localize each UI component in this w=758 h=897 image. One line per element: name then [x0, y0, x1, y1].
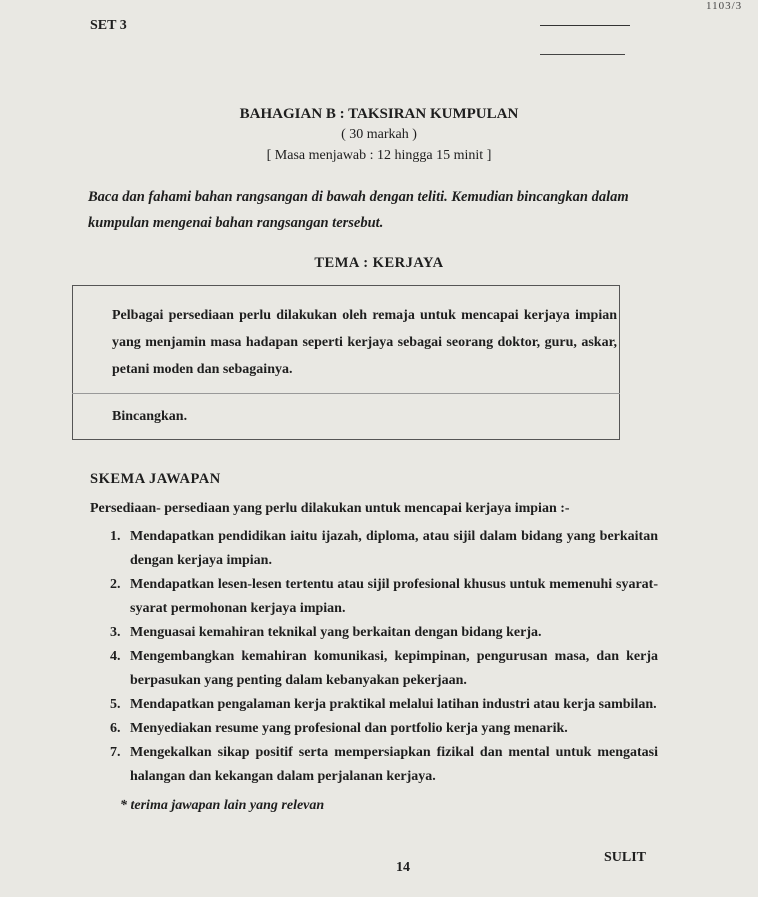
answer-number: 1.	[110, 529, 121, 544]
answer-item	[110, 525, 658, 573]
answer-scheme-heading: SKEMA JAWAPAN	[90, 471, 221, 487]
answer-text: Mengekalkan sikap positif serta mempersiapkan fizikal dan mental untuk mengatasi halangan dan kekangan dalam perjalanan kerjaya.	[130, 745, 658, 784]
answer-list	[110, 525, 658, 789]
header-rule	[540, 54, 625, 55]
header-rule	[540, 25, 630, 26]
answer-number: 7.	[110, 745, 121, 760]
answer-text: Menyediakan resume yang profesional dan portfolio kerja yang menarik.	[130, 721, 568, 736]
footnote: * terima jawapan lain yang relevan	[120, 798, 325, 813]
stimulus-divider	[72, 393, 620, 394]
answer-number: 3.	[110, 625, 121, 640]
answer-scheme-intro: Persediaan- persediaan yang perlu dilakukan untuk mencapai kerjaya impian :-	[90, 501, 570, 516]
answer-item	[110, 693, 658, 717]
section-marks: ( 30 markah )	[341, 127, 417, 142]
answer-text: Mendapatkan pengalaman kerja praktikal melalui latihan industri atau kerja sambilan.	[130, 697, 657, 712]
answer-item	[110, 741, 658, 789]
section-title: BAHAGIAN B : TAKSIRAN KUMPULAN	[239, 106, 519, 122]
answer-item	[110, 621, 658, 645]
answer-number: 5.	[110, 697, 121, 712]
paper-code: 1103/3	[706, 0, 743, 12]
answer-item	[110, 717, 658, 741]
answer-text: Mendapatkan lesen-lesen tertentu atau sijil profesional khusus untuk memenuhi syarat-syarat permohonan kerjaya impian.	[130, 577, 658, 616]
answer-text: Mengembangkan kemahiran komunikasi, kepimpinan, pengurusan masa, dan kerja berpasukan yang penting dalam kebanyakan pekerjaan.	[130, 649, 658, 688]
answer-number: 4.	[110, 649, 121, 664]
set-label: SET 3	[90, 18, 127, 33]
theme-heading: TEMA : KERJAYA	[314, 255, 444, 271]
answer-number: 6.	[110, 721, 121, 736]
answer-number: 2.	[110, 577, 121, 592]
classification-label: SULIT	[604, 850, 647, 865]
stimulus-text: Pelbagai persediaan perlu dilakukan oleh remaja untuk mencapai kerjaya impian yang menjamin masa hadapan seperti kerjaya sebagai seorang doktor, guru, askar, petani moden dan sebagainya.	[112, 308, 617, 377]
answer-duration: [ Masa menjawab : 12 hingga 15 minit ]	[266, 148, 492, 163]
stimulus-prompt: Bincangkan.	[112, 409, 188, 424]
answer-item	[110, 573, 658, 621]
page-number: 14	[396, 860, 410, 875]
instruction-text: Baca dan fahami bahan rangsangan di bawah dengan teliti. Kemudian bincangkan dalam kumpulan mengenai bahan rangsangan tersebut.	[88, 189, 629, 231]
answer-item	[110, 645, 658, 693]
answer-text: Mendapatkan pendidikan iaitu ijazah, diploma, atau sijil dalam bidang yang berkaitan dengan kerjaya impian.	[130, 529, 658, 568]
answer-text: Menguasai kemahiran teknikal yang berkaitan dengan bidang kerja.	[130, 625, 542, 640]
